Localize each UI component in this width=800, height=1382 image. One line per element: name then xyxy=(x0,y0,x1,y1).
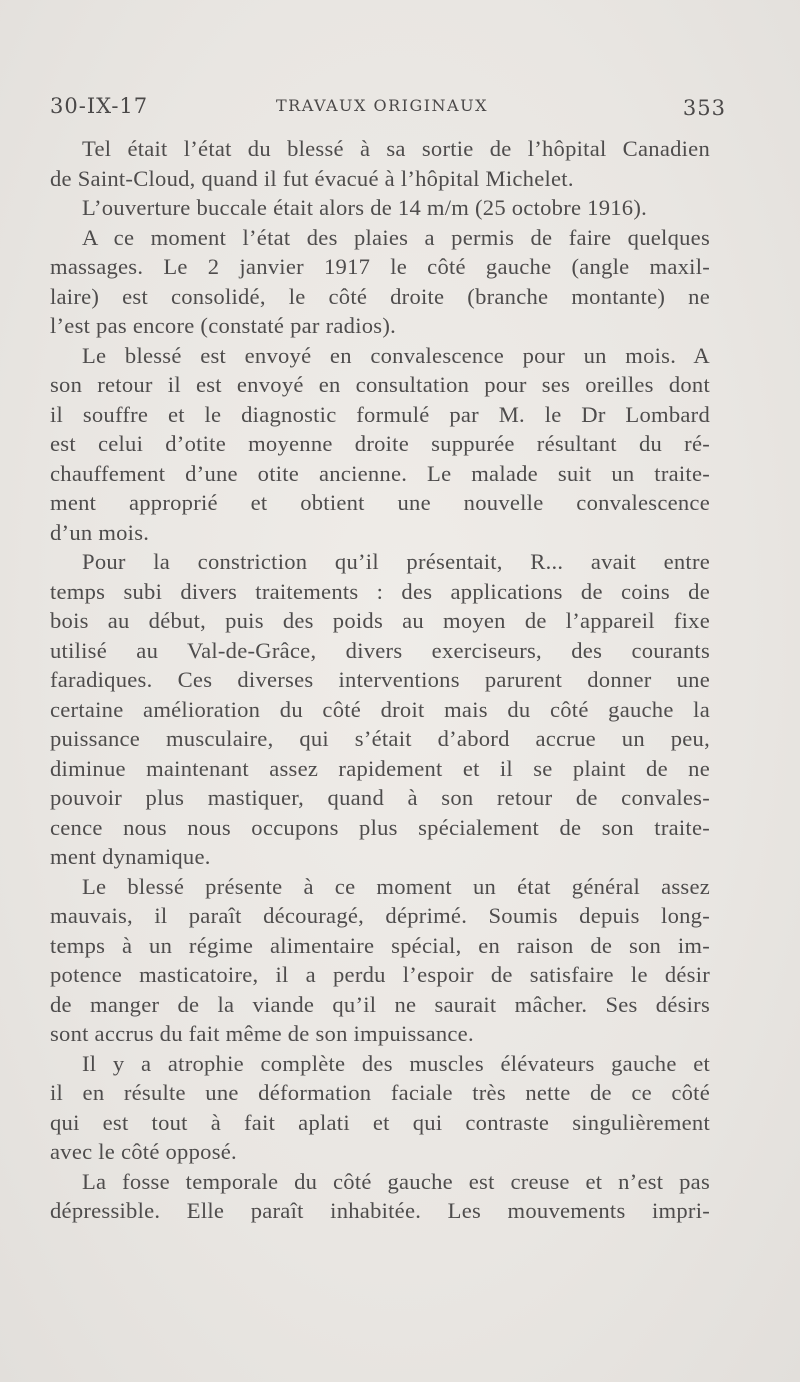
text-line: ment approprié et obtient une nouvelle convalescence xyxy=(50,490,710,515)
body-text xyxy=(50,134,710,1226)
page-number: 353 xyxy=(682,96,726,120)
text-line: avec le côté opposé. xyxy=(50,1139,237,1164)
text-line: Tel était l’état du blessé à sa sortie de l’hôpital Canadien xyxy=(82,136,710,161)
text-line: il souffre et le diagnostic formulé par M. le Dr Lombard xyxy=(50,401,710,427)
text-line: puissance musculaire, qui s’était d’abord accrue un peu, xyxy=(50,726,710,751)
text-line: cence nous nous occupons plus spécialement de son traite- xyxy=(50,814,710,840)
text-line: La fosse temporale du côté gauche est creuse et n’est pas xyxy=(82,1168,710,1194)
text-line: temps subi divers traitements : des applications de coins de xyxy=(50,578,710,604)
text-line: dépressible. Elle paraît inhabitée. Les mouvements impri- xyxy=(50,1198,710,1223)
text-line: chauffement d’une otite ancienne. Le malade suit un traite- xyxy=(50,460,710,486)
text-line: potence masticatoire, il a perdu l’espoir de satisfaire le désir xyxy=(50,962,710,987)
text-line: de Saint-Cloud, quand il fut évacué à l’hôpital Michelet. xyxy=(50,165,574,191)
text-line: utilisé au Val-de-Grâce, divers exerciseurs, des courants xyxy=(50,637,710,663)
text-line: d’un mois. xyxy=(50,519,150,545)
text-line: bois au début, puis des poids au moyen de l’appareil fixe xyxy=(50,608,710,633)
header-date: 30-IX-17 xyxy=(50,94,149,118)
text-line: Pour la constriction qu’il présentait, R... avait entre xyxy=(82,549,710,574)
text-line: ment dynamique. xyxy=(50,844,211,869)
text-line: temps à un régime alimentaire spécial, en raison de son im- xyxy=(50,932,710,958)
text-line: L’ouverture buccale était alors de 14 m/m (25 octobre 1916). xyxy=(82,195,648,220)
text-line: laire) est consolidé, le côté droite (branche montante) ne xyxy=(50,283,710,309)
text-line: l’est pas encore (constaté par radios). xyxy=(50,313,396,338)
text-line: son retour il est envoyé en consultation pour ses oreilles dont xyxy=(50,372,710,397)
text-line: de manger de la viande qu’il ne saurait mâcher. Ses désirs xyxy=(50,991,710,1017)
text-line: faradiques. Ces diverses interventions parurent donner une xyxy=(50,667,710,692)
running-header xyxy=(50,94,726,124)
text-line: il en résulte une déformation faciale très nette de ce côté xyxy=(50,1080,710,1105)
text-line: qui est tout à fait aplati et qui contraste singulièrement xyxy=(50,1109,710,1135)
header-title: TRAVAUX ORIGINAUX xyxy=(276,96,488,115)
text-line: est celui d’otite moyenne droite suppurée résultant du ré- xyxy=(50,431,710,456)
text-line: Il y a atrophie complète des muscles élévateurs gauche et xyxy=(82,1050,710,1076)
text-line: A ce moment l’état des plaies a permis de faire quelques xyxy=(82,224,710,250)
text-line: massages. Le 2 janvier 1917 le côté gauche (angle maxil- xyxy=(50,254,710,279)
text-line: Le blessé est envoyé en convalescence pour un mois. A xyxy=(82,342,710,368)
text-line: pouvoir plus mastiquer, quand à son retour de convales- xyxy=(50,785,710,810)
text-line: sont accrus du fait même de son impuissance. xyxy=(50,1021,474,1046)
text-line: mauvais, il paraît découragé, déprimé. Soumis depuis long- xyxy=(50,903,710,928)
text-line: diminue maintenant assez rapidement et il se plaint de ne xyxy=(50,755,710,781)
text-line: certaine amélioration du côté droit mais du côté gauche la xyxy=(50,696,710,722)
text-line: Le blessé présente à ce moment un état général assez xyxy=(82,873,710,899)
